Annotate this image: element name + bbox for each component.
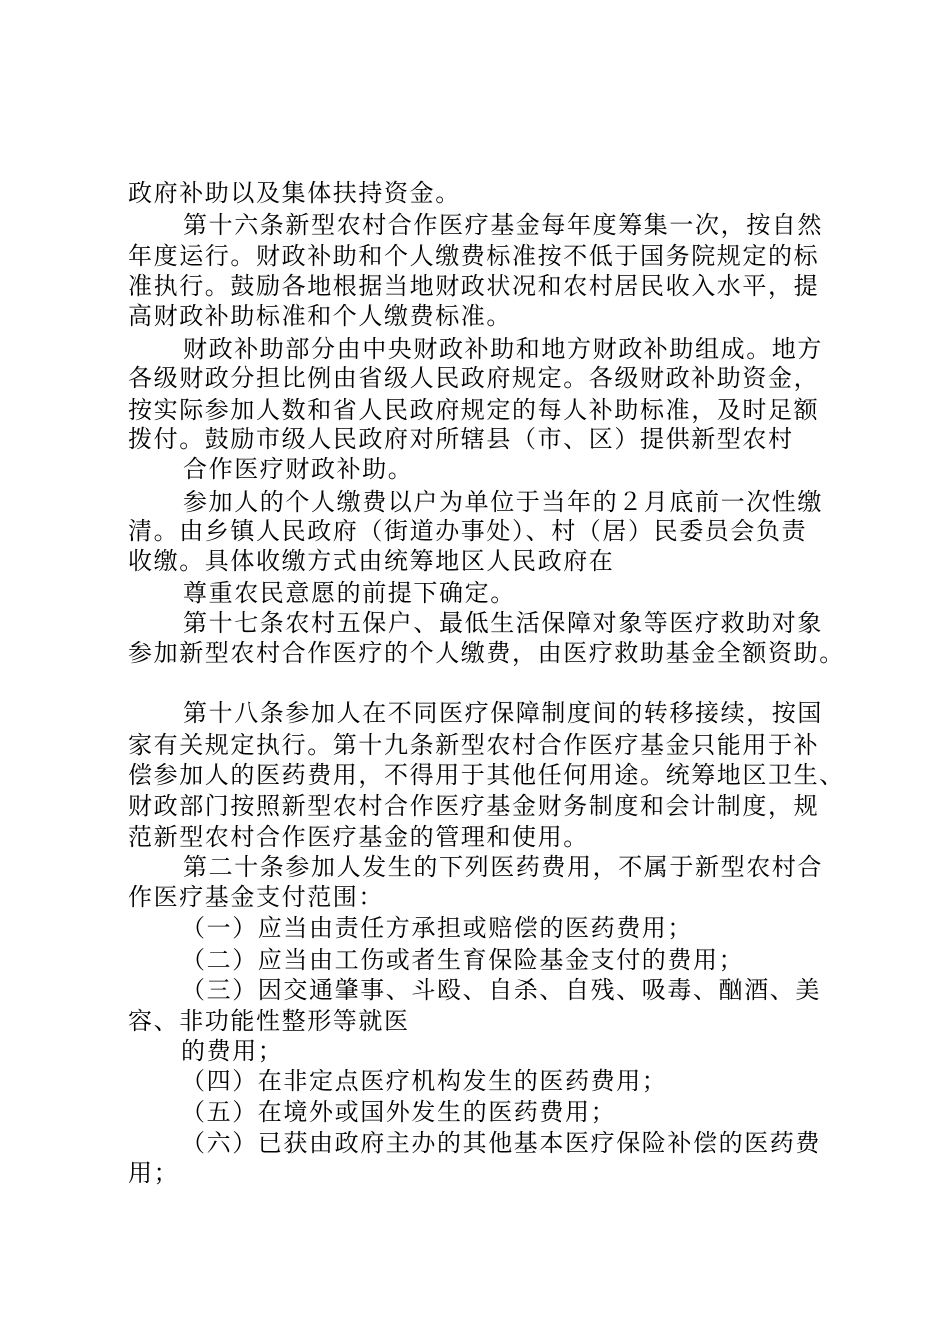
list-item: （一）应当由责任方承担或赔偿的医药费用； (181, 914, 693, 942)
text-line: 政府补助以及集体扶持资金。 (128, 179, 461, 207)
text-line: 偿参加人的医药费用，不得用于其他任何用途。统筹地区卫生、 (128, 761, 845, 789)
text-line: 范新型农村合作医疗基金的管理和使用。 (128, 823, 589, 851)
text-line: 家有关规定执行。第十九条新型农村合作医疗基金只能用于补 (128, 731, 820, 759)
text-line: 各级财政分担比例由省级人民政府规定。各级财政补助资金， (128, 364, 820, 392)
list-item: （三）因交通肇事、斗殴、自杀、自残、吸毒、酗酒、美 (181, 976, 821, 1004)
article-16-heading-line: 第十六条新型农村合作医疗基金每年度筹集一次，按自然 (183, 211, 823, 239)
list-item: （六）已获由政府主办的其他基本医疗保险补偿的医药费 (181, 1129, 821, 1157)
text-line: 拨付。鼓励市级人民政府对所辖县（市、区）提供新型农村 (128, 425, 794, 453)
text-line: 高财政补助标准和个人缴费标准。 (128, 302, 512, 330)
text-line: 尊重农民意愿的前提下确定。 (183, 579, 516, 607)
text-line: 准执行。鼓励各地根据当地财政状况和农村居民收入水平，提 (128, 272, 820, 300)
text-line: 年度运行。财政补助和个人缴费标准按不低于国务院规定的标 (128, 242, 820, 270)
text-line: 作医疗基金支付范围： (128, 883, 384, 911)
text-line: 用； (128, 1159, 180, 1187)
article-17-heading-line: 第十七条农村五保户、最低生活保障对象等医疗救助对象 (183, 609, 823, 637)
paragraph-first-line: 财政补助部分由中央财政补助和地方财政补助组成。地方 (183, 335, 823, 363)
text-line: 收缴。具体收缴方式由统筹地区人民政府在 (128, 547, 615, 575)
text-line: 容、非功能性整形等就医 (128, 1007, 410, 1035)
list-item: （四）在非定点医疗机构发生的医药费用； (181, 1067, 668, 1095)
list-item: （五）在境外或国外发生的医药费用； (181, 1098, 617, 1126)
article-20-heading-line: 第二十条参加人发生的下列医药费用，不属于新型农村合 (183, 853, 823, 881)
text-line: 清。由乡镇人民政府（街道办事处）、村（居）民委员会负责 (128, 517, 808, 545)
article-18-heading-line: 第十八条参加人在不同医疗保障制度间的转移接续，按国 (183, 699, 823, 727)
text-line: 财政部门按照新型农村合作医疗基金财务制度和会计制度，规 (128, 792, 820, 820)
text-line: 合作医疗财政补助。 (183, 455, 414, 483)
text-line: 的费用； (181, 1037, 284, 1065)
paragraph-first-line: 参加人的个人缴费以户为单位于当年的２月底前一次性缴 (183, 488, 823, 516)
list-item: （二）应当由工伤或者生育保险基金支付的费用； (181, 946, 745, 974)
text-line: 按实际参加人数和省人民政府规定的每人补助标准，及时足额 (128, 396, 820, 424)
text-line: 参加新型农村合作医疗的个人缴费，由医疗救助基金全额资助。 (128, 639, 845, 667)
